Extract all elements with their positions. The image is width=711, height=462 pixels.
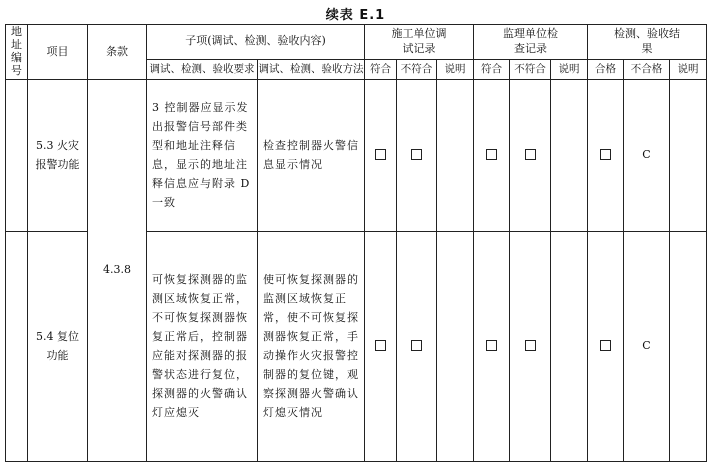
- header-acceptance-qualified: 合格: [588, 59, 624, 79]
- table-title: 续表 E.1: [325, 8, 386, 23]
- header-construction-comply: 符合: [365, 59, 397, 79]
- acceptance-qualified-checkbox[interactable]: [588, 231, 624, 461]
- construction-noncomply-checkbox[interactable]: [397, 79, 437, 231]
- header-acceptance: 检测、验收结果: [588, 25, 707, 60]
- header-construction-note: 说明: [437, 59, 474, 79]
- construction-noncomply-checkbox[interactable]: [397, 231, 437, 461]
- header-subitem: 子项(调试、检测、验收内容): [147, 25, 365, 60]
- header-construction-noncomply: 不符合: [397, 59, 437, 79]
- table-row: [6, 79, 707, 231]
- address-cell: [6, 79, 28, 231]
- header-supervision-noncomply: 不符合: [510, 59, 551, 79]
- supervision-comply-checkbox[interactable]: [474, 79, 510, 231]
- header-requirement: 调试、检测、验收要求: [147, 59, 258, 79]
- acceptance-qualified-checkbox[interactable]: [588, 79, 624, 231]
- supervision-note-cell: [551, 79, 588, 231]
- item-cell: 5.3 火灾报警功能: [28, 79, 88, 231]
- header-clause: 条款: [88, 25, 147, 80]
- requirement-cell: 3 控制器应显示发出报警信号部件类型和地址注释信息，显示的地址注释信息应与附录 D 一致: [147, 79, 258, 231]
- header-acceptance-note: 说明: [670, 59, 707, 79]
- acceptance-note-cell: [670, 79, 707, 231]
- construction-note-cell: [437, 231, 474, 461]
- construction-comply-checkbox[interactable]: [365, 231, 397, 461]
- acceptance-unqualified-mark[interactable]: C: [624, 79, 670, 231]
- header-item: 项目: [28, 25, 88, 80]
- header-method: 调试、检测、验收方法: [258, 59, 365, 79]
- construction-note-cell: [437, 79, 474, 231]
- supervision-note-cell: [551, 231, 588, 461]
- supervision-noncomply-checkbox[interactable]: [510, 79, 551, 231]
- header-address: 地址编号: [6, 25, 28, 80]
- header-supervision: 监理单位检查记录: [474, 25, 588, 60]
- supervision-comply-checkbox[interactable]: [474, 231, 510, 461]
- header-supervision-comply: 符合: [474, 59, 510, 79]
- address-cell: [6, 231, 28, 461]
- header-acceptance-unqualified: 不合格: [624, 59, 670, 79]
- inspection-table: [5, 24, 707, 462]
- header-supervision-note: 说明: [551, 59, 588, 79]
- header-construction: 施工单位调试记录: [365, 25, 474, 60]
- supervision-noncomply-checkbox[interactable]: [510, 231, 551, 461]
- clause-cell: 4.3.8: [88, 79, 147, 461]
- construction-comply-checkbox[interactable]: [365, 79, 397, 231]
- acceptance-unqualified-mark[interactable]: C: [624, 231, 670, 461]
- acceptance-note-cell: [670, 231, 707, 461]
- item-cell: 5.4 复位功能: [28, 231, 88, 461]
- requirement-cell: 可恢复探测器的监测区域恢复正常，不可恢复探测器恢复正常后，控制器应能对探测器的报警状态进行复位，探测器的火警确认灯应熄灭: [147, 231, 258, 461]
- method-cell: 使可恢复探测器的监测区域恢复正常，使不可恢复探测器恢复正常，手动操作火灾报警控制器的复位键，观察探测器火警确认灯熄灭情况: [258, 231, 365, 461]
- method-cell: 检查控制器火警信息显示情况: [258, 79, 365, 231]
